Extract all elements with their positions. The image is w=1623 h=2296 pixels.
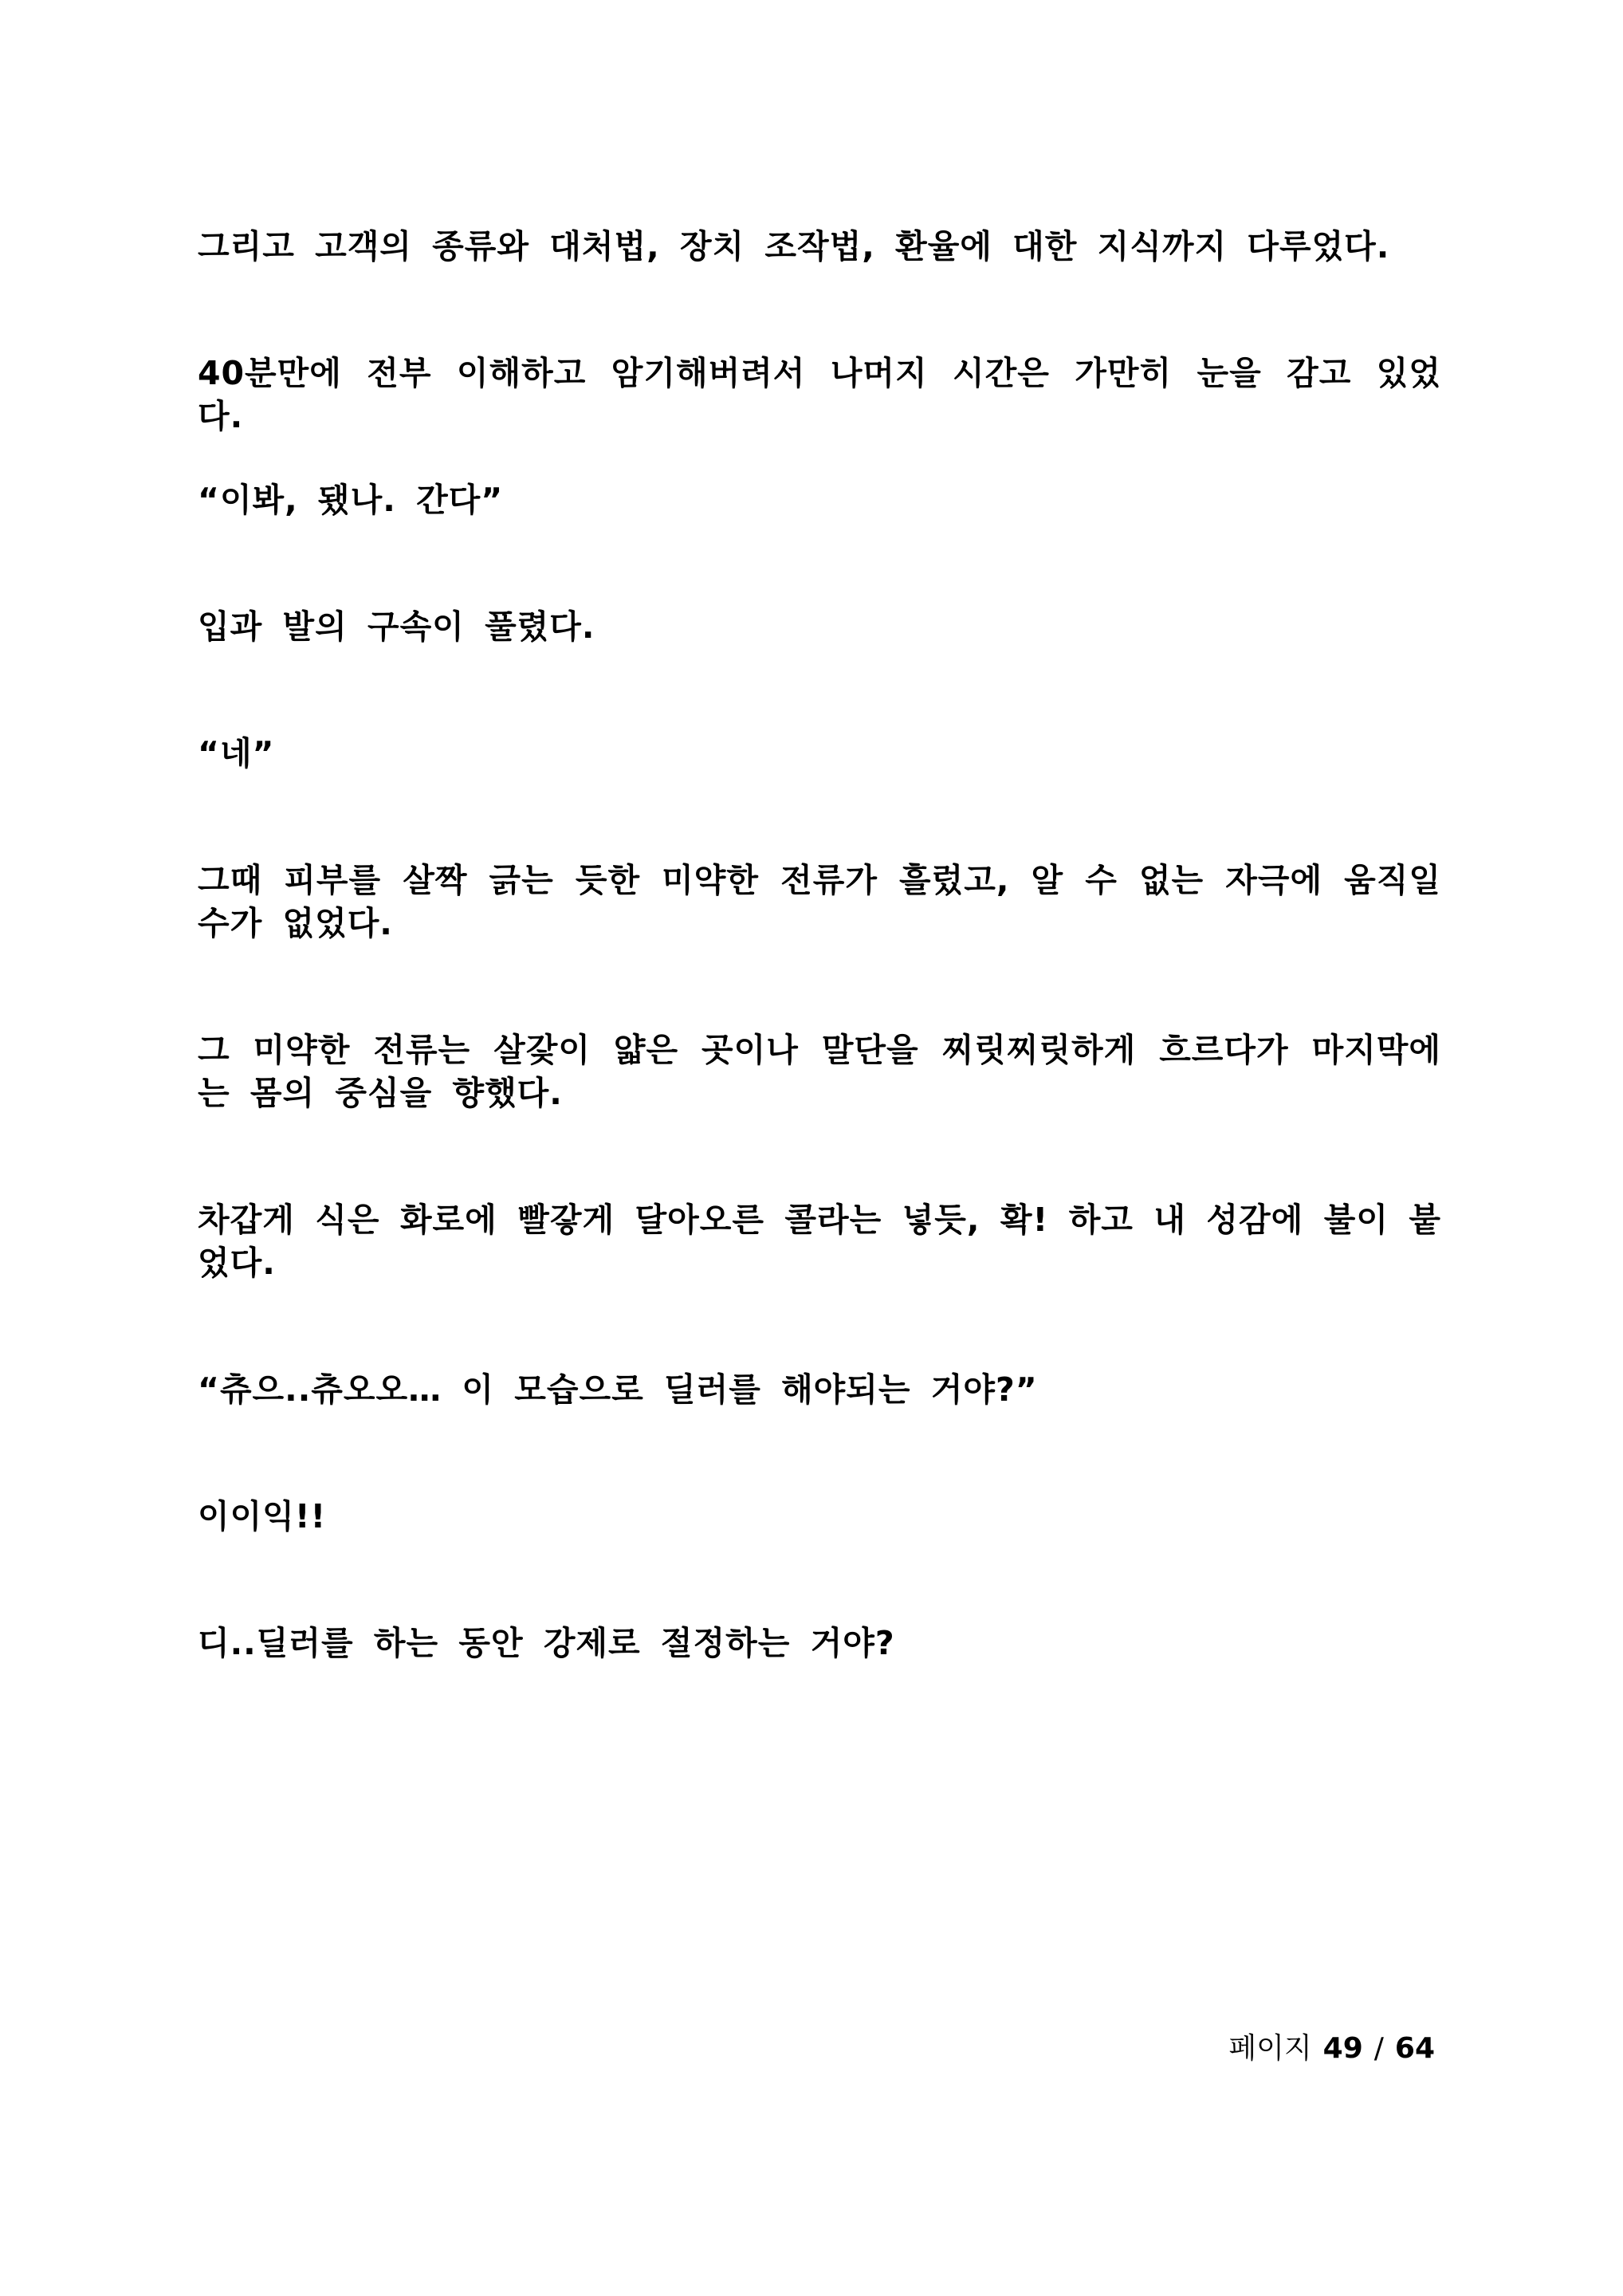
page-footer	[1228, 2031, 1435, 2066]
paragraph: “츄으..츄오오… 이 모습으로 딜러를 해야되는 거야?”	[198, 1370, 1038, 1409]
paragraph: 40분만에 전부 이해하고 암기해버려서 나머지 시간은 가만히 눈을 감고 있었다.	[198, 354, 1441, 435]
paragraph: 이이익!!	[198, 1497, 327, 1535]
paragraph: 입과 발의 구속이 풀렸다.	[198, 607, 595, 646]
paragraph: “네”	[198, 734, 275, 773]
paragraph: 그 미약한 전류는 살갗이 얇은 곳이나 말단을 찌릿찌릿하게 흐르다가 마지막에는 몸의 중심을 향했다.	[198, 1031, 1441, 1112]
total-pages-number: 64	[1394, 2032, 1435, 2065]
page-separator: /	[1373, 2032, 1384, 2065]
paragraph: “이봐, 됐나. 간다”	[198, 481, 504, 519]
paragraph: 그리고 고객의 종류와 대처법, 장치 조작법, 환율에 대한 지식까지 다루었다.	[198, 227, 1390, 265]
paragraph: 디..딜러를 하는 동안 강제로 절정하는 거야?	[198, 1624, 895, 1662]
paragraph: 그때 피부를 살짝 긁는 듯한 미약한 전류가 흘렀고, 알 수 없는 자극에 움직일 수가 없었다.	[198, 861, 1441, 942]
current-page-number: 49	[1322, 2032, 1363, 2065]
page-label: 페이지	[1228, 2032, 1312, 2065]
paragraph: 차갑게 식은 화로에 빨갛게 달아오른 콜라는 넣듯, 확! 하고 내 성감에 불이 붙었다.	[198, 1201, 1441, 1282]
